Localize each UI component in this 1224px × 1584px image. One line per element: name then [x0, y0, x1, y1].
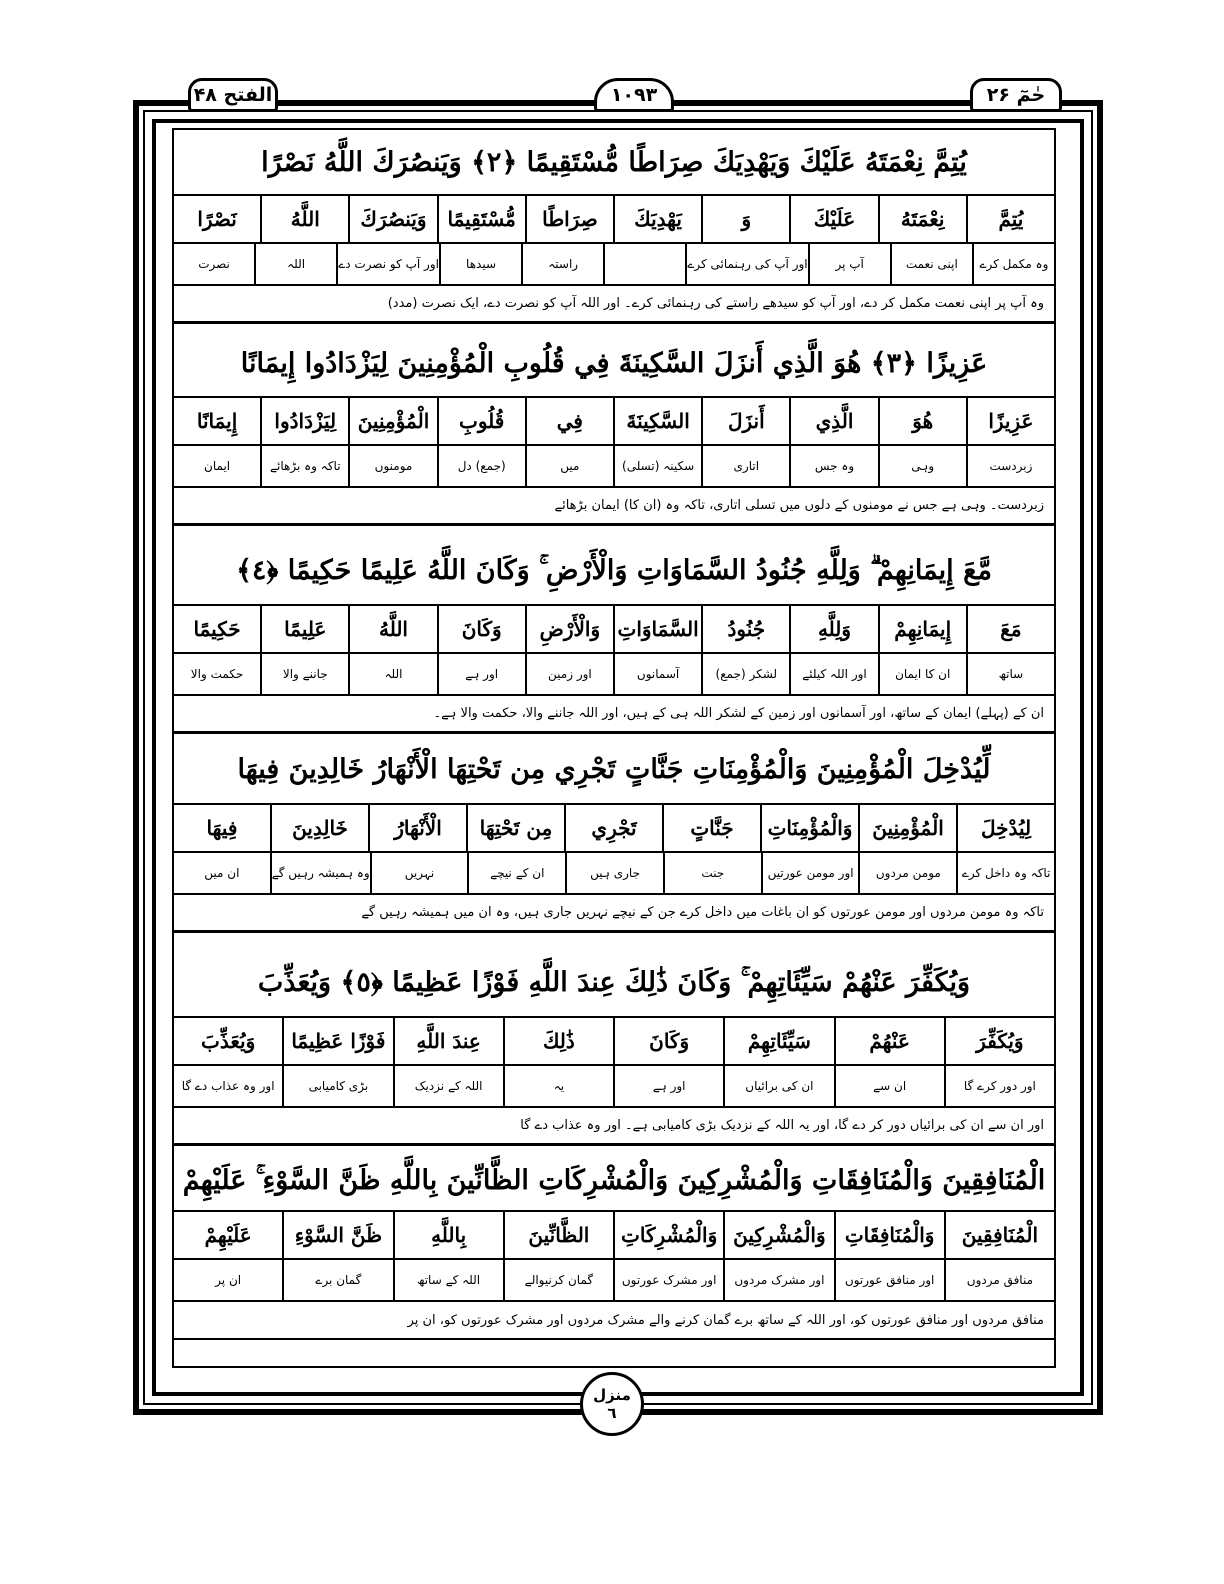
urdu-meaning-cell: منافق مردوں — [944, 1260, 1054, 1300]
urdu-translation-line: اور ان سے ان کی برائیاں دور کر دے گا، اور یہ اللہ کے نزدیک بڑی کامیابی ہے۔ اور وہ عذاب دے گا — [174, 1108, 1054, 1146]
arabic-words-row — [174, 1018, 1054, 1066]
verse-line: الْمُنَافِقِينَ وَالْمُنَافِقَاتِ وَالْمُشْرِكِينَ وَالْمُشْرِكَاتِ الظَّانِّينَ بِاللَّهِ ظَنَّ السَّوْءِ ۚ عَلَيْهِمْ — [174, 1152, 1054, 1212]
arabic-word-cell: السَّمَاوَاتِ — [613, 606, 701, 652]
urdu-meanings-row — [174, 654, 1054, 696]
urdu-meaning-cell: گمان برے — [282, 1260, 392, 1300]
arabic-word-cell: جَنَّاتٍ — [662, 805, 760, 851]
arabic-word-cell: وَيُعَذِّبَ — [201, 1029, 256, 1053]
urdu-meanings-row — [174, 244, 1054, 286]
urdu-meaning-cell: سکینہ (تسلی) — [613, 446, 701, 486]
arabic-word-cell: الظَّانِّينَ — [503, 1212, 613, 1258]
arabic-word-cell: مُّسْتَقِيمًا — [437, 196, 525, 242]
arabic-word-cell: نَصْرًا — [197, 207, 237, 231]
urdu-translation-line: وہ آپ پر اپنی نعمت مکمل کر دے، اور آپ کو سیدھے راستے کی رہنمائی کرے۔ اور اللہ آپ کو نصرت دے، ایک نصرت (مدد) — [174, 286, 1054, 324]
urdu-meaning-cell: اور اللہ کیلئے — [789, 654, 877, 694]
urdu-meaning-cell: اپنی نعمت — [890, 244, 972, 284]
urdu-meaning-cell: اللہ کے نزدیک — [393, 1066, 503, 1106]
arabic-word-cell: وَالْمُشْرِكَاتِ — [613, 1212, 723, 1258]
arabic-word-cell: خَالِدِينَ — [270, 805, 368, 851]
urdu-translation-line: تاکہ وہ مومن مردوں اور مومن عورتوں کو ان باغات میں داخل کرے جن کے نیچے نہریں جاری ہیں، وہ ان میں ہمیشہ رہیں گے — [174, 895, 1054, 933]
arabic-word-cell: لِيُدْخِلَ — [956, 805, 1054, 851]
arabic-word-cell: عَنْهُمْ — [834, 1018, 944, 1064]
urdu-meaning-cell: اور مشرک مردوں — [723, 1260, 833, 1300]
urdu-meaning-cell: تاکہ وہ داخل کرے — [956, 853, 1054, 893]
urdu-meaning-cell: زبردست — [966, 446, 1054, 486]
arabic-word-cell: الَّذِي — [789, 398, 877, 444]
urdu-meaning-cell: مومنوں — [348, 446, 436, 486]
urdu-meanings-row — [174, 1066, 1054, 1108]
arabic-word-cell: الْمُؤْمِنِينَ — [858, 805, 956, 851]
urdu-meaning-cell: نہریں — [370, 853, 468, 893]
arabic-words-row — [174, 196, 1054, 244]
urdu-meaning-cell: یہ — [503, 1066, 613, 1106]
urdu-meanings-row — [174, 446, 1054, 488]
arabic-word-cell: وَيُكَفِّرَ — [944, 1018, 1054, 1064]
arabic-word-cell: وَ — [701, 196, 789, 242]
arabic-word-cell: مِن تَحْتِهَا — [466, 805, 564, 851]
urdu-meaning-cell: ان کا ایمان — [878, 654, 966, 694]
arabic-word-cell: يَهْدِيَكَ — [613, 196, 701, 242]
arabic-word-cell: عَلَيْكَ — [789, 196, 877, 242]
page-number: ١٠٩٣ — [594, 78, 674, 112]
urdu-meaning-cell: مومن مردوں — [858, 853, 956, 893]
arabic-word-cell: حَكِيمًا — [193, 617, 241, 641]
arabic-word-cell: الْمُؤْمِنِينَ — [348, 398, 436, 444]
arabic-word-cell: إِيمَانًا — [196, 409, 238, 433]
arabic-words-row — [174, 398, 1054, 446]
urdu-meaning-cell: (جمع) دل — [437, 446, 525, 486]
arabic-word-cell: وَالْأَرْضِ — [525, 606, 613, 652]
urdu-meaning-cell: ان پر — [215, 1273, 242, 1287]
urdu-meaning-cell: وہ مکمل کرے — [972, 244, 1054, 284]
verse-line: لِّيُدْخِلَ الْمُؤْمِنِينَ وَالْمُؤْمِنَاتِ جَنَّاتٍ تَجْرِي مِن تَحْتِهَا الْأَنْهَارُ خَالِدِينَ فِيهَا — [174, 736, 1054, 805]
arabic-word-cell: الْمُنَافِقِينَ — [944, 1212, 1054, 1258]
urdu-meaning-cell: سیدھا — [439, 244, 521, 284]
urdu-meaning-cell: جاری ہیں — [565, 853, 663, 893]
verse-line: مَّعَ إِيمَانِهِمْ ۗ وَلِلَّهِ جُنُودُ السَّمَاوَاتِ وَالْأَرْضِ ۚ وَكَانَ اللَّهُ عَلِيمًا حَكِيمًا ﴿٤﴾ — [174, 537, 1054, 606]
urdu-meaning-cell: جنت — [663, 853, 761, 893]
arabic-word-cell: عِندَ اللَّهِ — [393, 1018, 503, 1064]
arabic-word-cell: فِيهَا — [206, 816, 238, 840]
arabic-word-cell: عَزِيزًا — [966, 398, 1054, 444]
arabic-word-cell: جُنُودُ — [701, 606, 789, 652]
urdu-meaning-cell: لشکر (جمع) — [701, 654, 789, 694]
arabic-words-row — [174, 805, 1054, 853]
arabic-word-cell: الْأَنْهَارُ — [368, 805, 466, 851]
arabic-words-row — [174, 1212, 1054, 1260]
urdu-meanings-row — [174, 853, 1054, 895]
arabic-word-cell: وَكَانَ — [613, 1018, 723, 1064]
arabic-word-cell: نِعْمَتَهُ — [878, 196, 966, 242]
arabic-word-cell: سَيِّئَاتِهِمْ — [723, 1018, 833, 1064]
arabic-word-cell: تَجْرِي — [564, 805, 662, 851]
urdu-meaning-cell: راستہ — [521, 244, 603, 284]
urdu-meaning-cell: اور ہے — [613, 1066, 723, 1106]
arabic-word-cell: ذَٰلِكَ — [503, 1018, 613, 1064]
urdu-translation-line: ان کے (پہلے) ایمان کے ساتھ، اور آسمانوں اور زمین کے لشکر اللہ ہی کے ہیں، اور اللہ جاننے والا، حکمت والا ہے۔ — [174, 696, 1054, 734]
arabic-word-cell: اللَّهُ — [260, 196, 348, 242]
urdu-meaning-cell: اور منافق عورتوں — [834, 1260, 944, 1300]
arabic-word-cell: يُتِمَّ — [966, 196, 1054, 242]
arabic-word-cell: أَنزَلَ — [701, 398, 789, 444]
urdu-meaning-cell: آپ پر — [808, 244, 890, 284]
urdu-meaning-cell: وہ ہمیشہ رہیں گے — [270, 853, 370, 893]
urdu-meaning-cell: حکمت والا — [190, 667, 244, 681]
urdu-meaning-cell: ان کی برائیاں — [723, 1066, 833, 1106]
arabic-word-cell: فِي — [525, 398, 613, 444]
verse-line: يُتِمَّ نِعْمَتَهُ عَلَيْكَ وَيَهْدِيَكَ صِرَاطًا مُّسْتَقِيمًا ﴿٢﴾ وَيَنصُرَكَ اللَّهُ نَصْرًا — [174, 130, 1054, 196]
arabic-word-cell: بِاللَّهِ — [393, 1212, 503, 1258]
arabic-word-cell: صِرَاطًا — [525, 196, 613, 242]
urdu-meaning-cell: ان سے — [834, 1066, 944, 1106]
arabic-word-cell: اللَّهُ — [348, 606, 436, 652]
arabic-word-cell: السَّكِينَةَ — [613, 398, 701, 444]
arabic-word-cell: لِيَزْدَادُوا — [260, 398, 348, 444]
urdu-meaning-cell: اور مشرک عورتوں — [613, 1260, 723, 1300]
urdu-meaning-cell: وہی — [878, 446, 966, 486]
urdu-meaning-cell: ساتھ — [966, 654, 1054, 694]
urdu-meaning-cell: اور آپ کو نصرت دے — [336, 244, 439, 284]
arabic-word-cell: عَلَيْهِمْ — [204, 1223, 252, 1247]
urdu-translation-line: منافق مردوں اور منافق عورتوں کو، اور اللہ کے ساتھ برے گمان کرنے والے مشرک مردوں اور مشرک عورتوں کو، ان پر — [174, 1302, 1054, 1340]
arabic-word-cell: هُوَ — [878, 398, 966, 444]
urdu-meaning-cell: اور دور کرے گا — [944, 1066, 1054, 1106]
urdu-meaning-cell: ایمان — [204, 459, 231, 473]
verse-line: عَزِيزًا ﴿٣﴾ هُوَ الَّذِي أَنزَلَ السَّكِينَةَ فِي قُلُوبِ الْمُؤْمِنِينَ لِيَزْدَادُوا إِيمَانًا — [174, 330, 1054, 398]
urdu-meaning-cell: اور زمین — [525, 654, 613, 694]
urdu-meaning-cell: اتاری — [701, 446, 789, 486]
urdu-meaning-cell: جاننے والا — [260, 654, 348, 694]
arabic-word-cell: وَيَنصُرَكَ — [348, 196, 436, 242]
urdu-meanings-row — [174, 1260, 1054, 1302]
juz-name-label: حٰمٓ ۲۶ — [970, 78, 1062, 112]
arabic-word-cell: عَلِيمًا — [260, 606, 348, 652]
arabic-word-cell: ظَنَّ السَّوْءِ — [282, 1212, 392, 1258]
urdu-meaning-cell: بڑی کامیابی — [282, 1066, 392, 1106]
urdu-meaning-cell: میں — [525, 446, 613, 486]
urdu-meaning-cell: اور آپ کی رہنمائی کرے — [685, 244, 807, 284]
urdu-meaning-cell: گمان کرنیوالے — [503, 1260, 613, 1300]
urdu-meaning-cell: اللہ کے ساتھ — [393, 1260, 503, 1300]
urdu-meaning-cell: اللہ — [348, 654, 436, 694]
urdu-meaning-cell: وہ جس — [789, 446, 877, 486]
surah-name-label: الفتح ۴۸ — [188, 78, 278, 112]
manzil-label: منزل — [593, 1386, 631, 1404]
urdu-meaning-cell: نصرت — [198, 257, 230, 271]
urdu-meaning-cell: اللہ — [254, 244, 336, 284]
urdu-meaning-cell: اور وہ عذاب دے گا — [181, 1079, 275, 1093]
manzil-badge — [580, 1372, 644, 1436]
manzil-number: ٦ — [607, 1404, 617, 1422]
arabic-word-cell: وَكَانَ — [437, 606, 525, 652]
urdu-meaning-cell: ان کے نیچے — [467, 853, 565, 893]
arabic-word-cell: فَوْزًا عَظِيمًا — [282, 1018, 392, 1064]
urdu-meaning-cell: ان میں — [204, 866, 240, 880]
arabic-word-cell: قُلُوبِ — [437, 398, 525, 444]
urdu-meaning-cell — [603, 244, 685, 284]
urdu-meaning-cell: اور مومن عورتیں — [761, 853, 859, 893]
urdu-meaning-cell: اور ہے — [437, 654, 525, 694]
verse-line: وَيُكَفِّرَ عَنْهُمْ سَيِّئَاتِهِمْ ۚ وَكَانَ ذَٰلِكَ عِندَ اللَّهِ فَوْزًا عَظِيمًا ﴿٥﴾ وَيُعَذِّبَ — [174, 950, 1054, 1018]
urdu-meaning-cell: آسمانوں — [613, 654, 701, 694]
arabic-word-cell: وَالْمُنَافِقَاتِ — [834, 1212, 944, 1258]
urdu-translation-line: زبردست۔ وہی ہے جس نے مومنوں کے دلوں میں تسلی اتاری، تاکہ وہ (ان کا) ایمان بڑھائے — [174, 488, 1054, 526]
arabic-words-row — [174, 606, 1054, 654]
arabic-word-cell: إِيمَانِهِمْ — [878, 606, 966, 652]
arabic-word-cell: مَعَ — [966, 606, 1054, 652]
arabic-word-cell: وَالْمُشْرِكِينَ — [723, 1212, 833, 1258]
urdu-meaning-cell: تاکہ وہ بڑھائے — [260, 446, 348, 486]
arabic-word-cell: وَالْمُؤْمِنَاتِ — [760, 805, 858, 851]
arabic-word-cell: وَلِلَّهِ — [789, 606, 877, 652]
